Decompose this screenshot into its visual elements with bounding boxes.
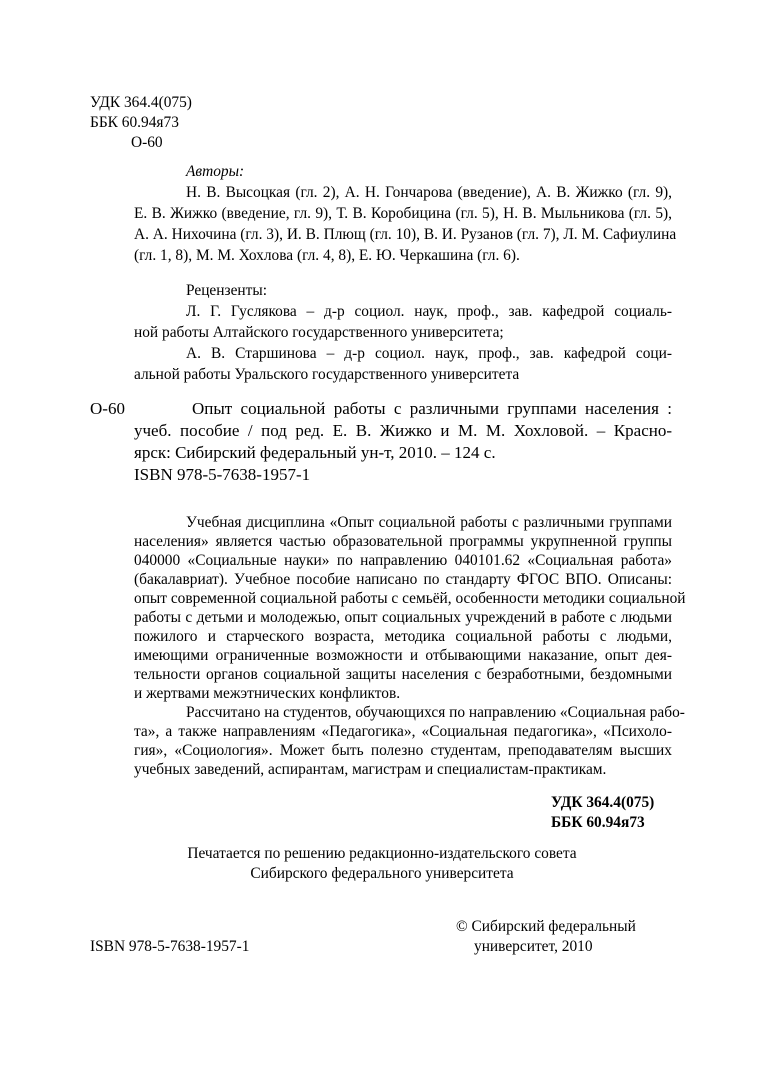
book-isbn: ISBN 978-5-7638-1957-1 <box>134 465 311 484</box>
annotation-line: Рассчитано на студентов, обучающихся по направлению «Социальная рабо- <box>186 704 685 721</box>
annotation-line: учебных заведений, аспирантам, магистрам и специалистам-практикам. <box>134 761 607 778</box>
author-mark: О-60 <box>131 134 163 151</box>
udk-code: УДК 364.4(075) <box>90 94 192 111</box>
annotation-line: и жертвами межэтнических конфликтов. <box>134 685 401 702</box>
bottom-bbk-code: ББК 60.94я73 <box>551 814 645 831</box>
annotation-line: опыт современной социальной работы с семьёй, особенности методики социальной <box>134 590 686 607</box>
authors-line: Е. В. Жижко (введение, гл. 9), Т. В. Коробицина (гл. 5), Н. В. Мыльникова (гл. 5), <box>134 205 672 222</box>
reviewer-line: Л. Г. Гуслякова – д-р социол. наук, проф., зав. кафедрой социаль- <box>186 303 672 320</box>
bibliographic-mark: О-60 <box>90 399 125 418</box>
publication-decision-line: Сибирского федерального университета <box>250 865 514 882</box>
authors-line: Н. В. Высоцкая (гл. 2), А. Н. Гончарова (введение), А. В. Жижко (гл. 9), <box>186 184 672 201</box>
annotation-line: пожилого и старческого возраста, методика социальной работы с людьми, <box>134 628 672 645</box>
authors-line: (гл. 1, 8), М. М. Хохлова (гл. 4, 8), Е. Ю. Черкашина (гл. 6). <box>134 247 520 264</box>
book-title-line: Опыт социальной работы с различными группами населения : <box>192 399 672 418</box>
reviewer-line: А. В. Старшинова – д-р социол. наук, проф., зав. кафедрой соци- <box>186 345 672 362</box>
annotation-line: (бакалавриат). Учебное пособие написано по стандарту ФГОС ВПО. Описаны: <box>134 571 672 588</box>
authors-label: Авторы: <box>186 163 245 180</box>
reviewers-label: Рецензенты: <box>186 282 267 299</box>
annotation-line: та», а также направлениям «Педагогика», «Социальная педагогика», «Психоло- <box>134 723 672 740</box>
bbk-code: ББК 60.94я73 <box>90 114 179 131</box>
annotation-line: работы с детьми и молодежью, опыт социальных учреждений в работе с людьми <box>134 609 672 626</box>
book-details-line: учеб. пособие / под ред. Е. В. Жижко и М. М. Хохловой. – Красно- <box>134 421 672 440</box>
copyright-notice: © Сибирский федеральный <box>456 918 636 935</box>
publication-decision-line: Печатается по решению редакционно-издательского совета <box>187 845 577 862</box>
bottom-udk-code: УДК 364.4(075) <box>551 794 655 811</box>
authors-line: А. А. Нихочина (гл. 3), И. В. Плющ (гл. 10), В. И. Рузанов (гл. 7), Л. М. Сафиулина <box>134 226 677 243</box>
annotation-line: тельности органов социальной защиты населения с безработными, бездомными <box>134 666 672 683</box>
annotation-line: 040000 «Социальные науки» по направлению 040101.62 «Социальная работа» <box>134 552 672 569</box>
isbn-footer: ISBN 978-5-7638-1957-1 <box>90 938 250 955</box>
annotation-line: Учебная дисциплина «Опыт социальной работы с различными группами <box>186 514 672 531</box>
annotation-line: имеющими ограниченные возможности и отбывающими наказание, опыт дея- <box>134 647 672 664</box>
reviewer-line: альной работы Уральского государственного университета <box>134 366 520 383</box>
annotation-line: гия», «Социология». Может быть полезно студентам, преподавателям высших <box>134 742 672 759</box>
reviewer-line: ной работы Алтайского государственного университета; <box>134 324 504 341</box>
book-imprint-line: ярск: Сибирский федеральный ун-т, 2010. – 124 с. <box>134 443 496 462</box>
copyright-notice: университет, 2010 <box>474 938 593 955</box>
annotation-line: населения» является частью образовательной программы укрупненной группы <box>134 533 672 550</box>
